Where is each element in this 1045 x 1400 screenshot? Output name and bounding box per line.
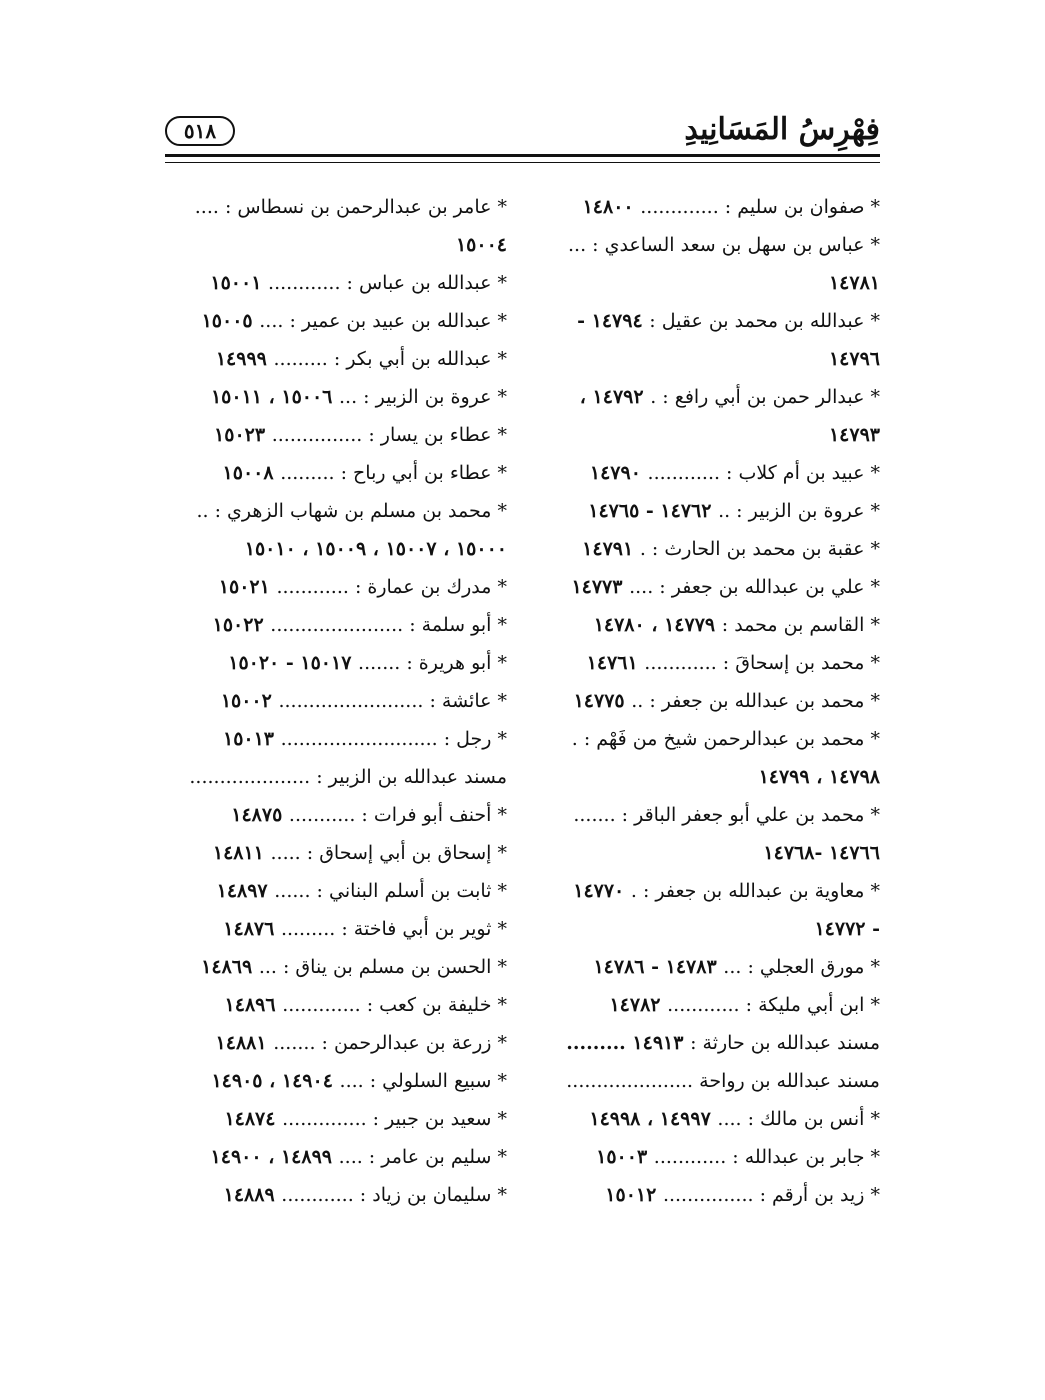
index-entry xyxy=(535,264,880,302)
entry-name: * عائشة : ........................ xyxy=(278,690,507,712)
entry-hadith-numbers: ١٤٧٦٦ -١٤٧٦٨ xyxy=(763,842,880,864)
entry-hadith-numbers: ١٥٠٢١ xyxy=(218,576,277,598)
entry-hadith-numbers: ١٤٨٦٩ xyxy=(201,956,259,978)
index-entry xyxy=(535,1138,880,1176)
index-entry xyxy=(535,492,880,530)
entry-hadith-numbers: ١٥٠٠٣ xyxy=(596,1146,654,1168)
entry-name: * زرعة بن عبدالرحمن : ....... xyxy=(273,1032,507,1054)
entry-name: * أنس بن مالك : .... xyxy=(717,1108,880,1130)
entry-name: * أحنف أبو فرات : ........... xyxy=(288,804,507,826)
entry-name: * عبدالله بن أبي بكر : ......... xyxy=(273,348,507,370)
entry-hadith-numbers: ١٥٠١٧ - ١٥٠٢٠ xyxy=(228,652,359,674)
entry-hadith-numbers: ١٤٩١٣ ......... xyxy=(566,1032,691,1054)
entry-name: * أبو سلمة : ...................... xyxy=(270,614,507,636)
entry-name: * عطاء بن أبي رباح : ......... xyxy=(280,462,507,484)
index-entry xyxy=(162,188,507,226)
index-entry xyxy=(535,758,880,796)
index-entry xyxy=(162,948,507,986)
index-entry xyxy=(535,378,880,416)
index-entry xyxy=(535,796,880,834)
index-entry xyxy=(162,644,507,682)
index-entry xyxy=(162,872,507,910)
index-entry xyxy=(535,454,880,492)
entry-hadith-numbers: ١٤٧٦٢ - ١٤٧٦٥ xyxy=(588,500,719,522)
index-entry xyxy=(535,340,880,378)
entry-hadith-numbers: ١٤٧٩١ xyxy=(582,538,640,560)
entry-hadith-numbers: ١٤٨٨١ xyxy=(215,1032,274,1054)
index-entry xyxy=(162,720,507,758)
entry-name: * سليم بن عامر : .... xyxy=(338,1146,507,1168)
entry-hadith-numbers: ١٤٧٩٢ ، xyxy=(579,386,651,408)
index-entry xyxy=(162,606,507,644)
index-entry xyxy=(162,758,507,796)
entry-name: * ثوير بن أبي فاختة : ......... xyxy=(280,918,507,940)
entry-hadith-numbers: ١٤٨٧٥ xyxy=(231,804,289,826)
entry-hadith-numbers: ١٤٧٦١ xyxy=(586,652,645,674)
page-number: ٥١٨ xyxy=(183,119,217,143)
entry-hadith-numbers: - ١٤٧٧٢ xyxy=(814,918,880,940)
entry-hadith-numbers: ١٤٧٨٣ - ١٤٧٨٦ xyxy=(593,956,724,978)
entry-name: * سعيد بن جبير : .............. xyxy=(282,1108,507,1130)
entry-hadith-numbers: ١٤٧٩٨ ، ١٤٧٩٩ xyxy=(758,766,880,788)
entry-name: * عبيد بن أم كلاب : ............ xyxy=(647,462,880,484)
index-entry xyxy=(535,986,880,1024)
entry-hadith-numbers: ١٤٧٨٢ xyxy=(609,994,668,1016)
entry-name: * عروة بن الزبير : .. xyxy=(718,500,880,522)
entry-name: * مورق العجلي : ... xyxy=(723,956,880,978)
index-column-right xyxy=(535,188,880,1214)
index-entry xyxy=(162,682,507,720)
index-entry xyxy=(535,1062,880,1100)
entry-name: * القاسم بن محمد : xyxy=(721,614,880,636)
index-entry xyxy=(162,492,507,530)
entry-hadith-numbers: ١٤٨٧٤ xyxy=(224,1108,283,1130)
page-number-badge xyxy=(165,116,235,146)
entry-name: * محمد بن مسلم بن شهاب الزهري : .. xyxy=(196,500,507,522)
entry-name: * ابن أبي مليكة : ............ xyxy=(667,994,880,1016)
index-entry xyxy=(162,264,507,302)
entry-name: * رجل : .......................... xyxy=(280,728,507,750)
entry-name: * مدرك بن عمارة : ............ xyxy=(276,576,507,598)
entry-name: * إسحاق بن أبي إسحاق : ..... xyxy=(270,842,507,864)
index-entry xyxy=(162,1138,507,1176)
entry-hadith-numbers: ١٤٨٩٦ xyxy=(224,994,283,1016)
index-entry xyxy=(162,796,507,834)
entry-name: * عبدالله بن عباس : ............ xyxy=(268,272,507,294)
entry-name: * خليفة بن كعب : ............. xyxy=(282,994,507,1016)
index-entry xyxy=(162,226,507,264)
entry-name: * الحسن بن مسلم بن يناق : ... xyxy=(258,956,507,978)
index-entry xyxy=(535,1176,880,1214)
entry-hadith-numbers: ١٥٠١٢ xyxy=(605,1184,663,1206)
index-entry xyxy=(162,910,507,948)
entry-name: * زيد بن أرقم : ............... xyxy=(662,1184,880,1206)
index-entry xyxy=(162,302,507,340)
index-entry xyxy=(535,834,880,872)
header-rule-thin xyxy=(165,162,880,163)
entry-name: * محمد بن عبدالرحمن شيخ من فَهْم : . xyxy=(571,728,880,750)
index-entry xyxy=(535,1024,880,1062)
entry-hadith-numbers: ١٤٨٨٩ xyxy=(223,1184,282,1206)
entry-hadith-numbers: ١٥٠٢٣ xyxy=(214,424,272,446)
index-entry xyxy=(162,340,507,378)
entry-hadith-numbers: ١٥٠٠٨ xyxy=(222,462,281,484)
index-entry xyxy=(162,986,507,1024)
entry-name: * معاوية بن عبدالله بن جعفر : . xyxy=(630,880,880,902)
index-entry xyxy=(535,720,880,758)
index-entry xyxy=(535,416,880,454)
entry-hadith-numbers: ١٥٠٠٠ ، ١٥٠٠٧ ، ١٥٠٠٩ ، ١٥٠١٠ xyxy=(244,538,507,560)
entry-hadith-numbers: ١٤٧٧٠ xyxy=(573,880,631,902)
index-entry xyxy=(162,1024,507,1062)
entry-hadith-numbers: ١٤٧٧٣ xyxy=(571,576,630,598)
index-entry xyxy=(535,530,880,568)
index-entry xyxy=(162,568,507,606)
entry-name: * عقبة بن محمد بن الحارث : . xyxy=(639,538,880,560)
entry-name: * عباس بن سهل بن سعد الساعدي : ... xyxy=(567,234,880,256)
index-entry xyxy=(535,682,880,720)
index-entry xyxy=(162,416,507,454)
index-entry xyxy=(535,872,880,910)
entry-name: * عبدالر حمن بن أبي رافع : . xyxy=(650,386,880,408)
entry-name: * عطاء بن يسار : ............... xyxy=(271,424,507,446)
entry-name: * سبيع السلولي : .... xyxy=(339,1070,507,1092)
entry-name: * محمد بن عبدالله بن جعفر : .. xyxy=(631,690,880,712)
index-entry xyxy=(162,454,507,492)
entry-name: * جابر بن عبدالله : ............ xyxy=(653,1146,880,1168)
entry-name: * عروة بن الزبير : ... xyxy=(339,386,507,408)
index-entry xyxy=(162,378,507,416)
entry-hadith-numbers: ١٤٧٧٥ xyxy=(573,690,632,712)
entry-hadith-numbers: ١٤٧٩٠ xyxy=(589,462,648,484)
entry-hadith-numbers: ١٥٠٠٢ xyxy=(220,690,279,712)
entry-hadith-numbers: ١٤٨١١ xyxy=(212,842,271,864)
entry-hadith-numbers: ١٤٧٩٤ - xyxy=(577,310,650,332)
entry-name: * عامر بن عبدالرحمن بن نسطاس : .... xyxy=(194,196,507,218)
entry-hadith-numbers: ١٤٩٠٤ ، ١٤٩٠٥ xyxy=(211,1070,340,1092)
entry-hadith-numbers: ١٥٠٠١ xyxy=(210,272,269,294)
entry-hadith-numbers: ١٤٩٩٧ ، ١٤٩٩٨ xyxy=(589,1108,718,1130)
entry-name: مسند عبدالله بن الزبير : .................... xyxy=(189,766,507,788)
entry-hadith-numbers: ١٤٨٩٩ ، ١٤٩٠٠ xyxy=(210,1146,339,1168)
index-entry xyxy=(535,1100,880,1138)
entry-name: مسند عبدالله بن رواحة ..................... xyxy=(566,1070,880,1092)
index-entry xyxy=(535,568,880,606)
entry-name: * عبدالله بن محمد بن عقيل : xyxy=(649,310,880,332)
entry-name: * محمد بن علي أبو جعفر الباقر : ....... xyxy=(573,804,880,826)
index-entry xyxy=(535,226,880,264)
entry-name: * أبو هريرة : ....... xyxy=(358,652,507,674)
index-entry xyxy=(162,1176,507,1214)
entry-name: * سليمان بن زياد : ............ xyxy=(281,1184,507,1206)
index-entry xyxy=(162,1100,507,1138)
index-entry xyxy=(535,910,880,948)
entry-name: مسند عبدالله بن حارثة : xyxy=(690,1032,880,1054)
index-column-left xyxy=(162,188,507,1214)
entry-name: * صفوان بن سليم : ............. xyxy=(640,196,880,218)
index-entry xyxy=(162,530,507,568)
entry-name: * محمد بن إسحاقَ : ............ xyxy=(644,652,880,674)
entry-name: * عبدالله بن عبيد بن عمير : .... xyxy=(259,310,507,332)
entry-hadith-numbers: ١٥٠٠٥ xyxy=(201,310,260,332)
entry-hadith-numbers: ١٤٨٩٧ xyxy=(216,880,275,902)
entry-hadith-numbers: ١٤٧٩٣ xyxy=(828,424,880,446)
entry-hadith-numbers: ١٥٠٢٢ xyxy=(212,614,271,636)
entry-name: * علي بن عبدالله بن جعفر : .... xyxy=(629,576,880,598)
index-entry xyxy=(535,188,880,226)
entry-hadith-numbers: ١٤٧٩٦ xyxy=(828,348,880,370)
index-entry xyxy=(535,644,880,682)
header-rule-thick xyxy=(165,154,880,157)
page-title: فِهْرِسُ المَسَانِيدِ xyxy=(684,112,880,147)
entry-hadith-numbers: ١٥٠٠٦ ، ١٥٠١١ xyxy=(210,386,340,408)
entry-name: * ثابت بن أسلم البناني : ...... xyxy=(274,880,507,902)
entry-hadith-numbers: ١٤٧٨١ xyxy=(828,272,880,294)
entry-hadith-numbers: ١٥٠٠٤ xyxy=(455,234,507,256)
entry-hadith-numbers: ١٤٨٠٠ xyxy=(582,196,641,218)
entry-hadith-numbers: ١٤٧٧٩ ، ١٤٧٨٠ xyxy=(593,614,722,636)
index-entry xyxy=(162,1062,507,1100)
index-entry xyxy=(162,834,507,872)
index-entry xyxy=(535,948,880,986)
index-entry xyxy=(535,606,880,644)
entry-hadith-numbers: ١٤٩٩٩ xyxy=(215,348,274,370)
entry-hadith-numbers: ١٤٨٧٦ xyxy=(223,918,281,940)
index-entry xyxy=(535,302,880,340)
entry-hadith-numbers: ١٥٠١٣ xyxy=(222,728,281,750)
